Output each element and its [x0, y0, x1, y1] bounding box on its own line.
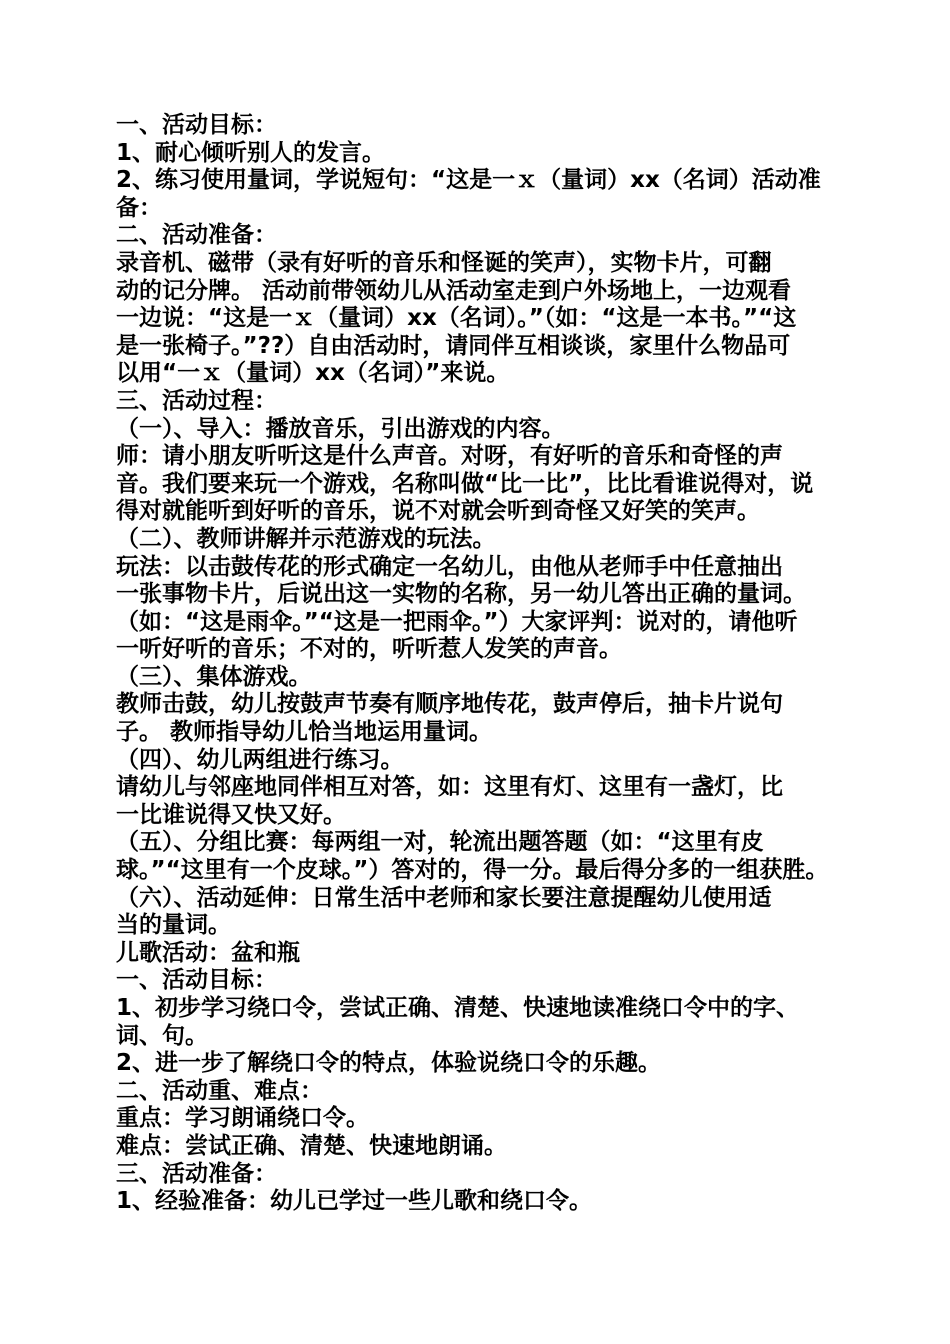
- text-line: 难点：尝试正确、清楚、快速地朗诵。: [116, 1132, 507, 1159]
- text-line: 师：请小朋友听听这是什么声音。对呀，有好听的音乐和奇怪的声: [116, 443, 783, 470]
- text-line: 2、练习使用量词，学说短句：“这是一ｘ（量词）xx（名词）活动准: [116, 167, 821, 194]
- text-line: 一、活动目标：: [116, 967, 277, 994]
- text-line: （如：“这是雨伞。”“这是一把雨伞。”）大家评判：说对的，请他听: [116, 608, 798, 635]
- text-line: （三）、集体游戏。: [116, 663, 312, 690]
- text-line: 一、活动目标：: [116, 112, 277, 138]
- document-body: [116, 112, 856, 1216]
- text-line: 二、活动准备：: [116, 222, 277, 249]
- text-line: 是一张椅子。”??）自由活动时，请同伴互相谈谈，家里什么物品可: [116, 332, 791, 359]
- text-line: 当的量词。: [116, 912, 231, 939]
- text-line: 球。”“这里有一个皮球。”）答对的，得一分。最后得分多的一组获胜。: [116, 857, 829, 884]
- text-line: （一）、导入：播放音乐，引出游戏的内容。: [116, 415, 565, 442]
- text-line: 动的记分牌。 活动前带领幼儿从活动室走到户外场地上，一边观看: [116, 277, 792, 304]
- text-line: 1、经验准备：幼儿已学过一些儿歌和绕口令。: [116, 1188, 593, 1215]
- text-line: 一比谁说得又快又好。: [116, 801, 346, 828]
- text-line: （二）、教师讲解并示范游戏的玩法。: [116, 525, 496, 552]
- text-line: 一边说：“这是一ｘ（量词）xx（名词）。”（如：“这是一本书。”“这: [116, 305, 797, 332]
- text-line: 以用“一ｘ（量词）xx（名词）”来说。: [116, 360, 510, 387]
- text-line: 重点：学习朗诵绕口令。: [116, 1105, 369, 1132]
- text-line: 三、活动准备：: [116, 1160, 277, 1187]
- text-line: 备：: [116, 194, 162, 221]
- text-line: 一听好听的音乐；不对的，听听惹人发笑的声音。: [116, 636, 622, 663]
- text-line: 音。我们要来玩一个游戏，名称叫做“比一比”，比比看谁说得对，说: [116, 470, 814, 497]
- text-line: 儿歌活动：盆和瓶: [116, 939, 300, 966]
- text-line: 子。 教师指导幼儿恰当地运用量词。: [116, 719, 493, 746]
- text-line: 得对就能听到好听的音乐，说不对就会听到奇怪又好笑的笑声。: [116, 498, 760, 525]
- text-line: 二、活动重、难点：: [116, 1077, 323, 1104]
- text-line: 请幼儿与邻座地同伴相互对答，如：这里有灯、这里有一盏灯，比: [116, 774, 783, 801]
- text-line: 录音机、磁带（录有好听的音乐和怪诞的笑声），实物卡片，可翻: [116, 249, 772, 276]
- text-line: 玩法：以击鼓传花的形式确定一名幼儿，由他从老师手中任意抽出: [116, 553, 783, 580]
- text-line: （四）、幼儿两组进行练习。: [116, 746, 404, 773]
- text-line: （五）、分组比赛：每两组一对，轮流出题答题（如：“这里有皮: [116, 829, 764, 856]
- text-line: （六）、活动延伸：日常生活中老师和家长要注意提醒幼儿使用适: [116, 884, 772, 911]
- text-line: 教师击鼓，幼儿按鼓声节奏有顺序地传花，鼓声停后，抽卡片说句: [116, 691, 783, 718]
- text-line: 1、初步学习绕口令，尝试正确、清楚、快速地读准绕口令中的字、: [116, 995, 800, 1021]
- text-line: 词、句。: [116, 1022, 208, 1049]
- text-line: 1、耐心倾听别人的发言。: [116, 139, 386, 166]
- text-line: 三、活动过程：: [116, 387, 277, 414]
- text-line: 一张事物卡片，后说出这一实物的名称，另一幼儿答出正确的量词。: [116, 581, 806, 608]
- text-line: 2、进一步了解绕口令的特点，体验说绕口令的乐趣。: [116, 1050, 662, 1077]
